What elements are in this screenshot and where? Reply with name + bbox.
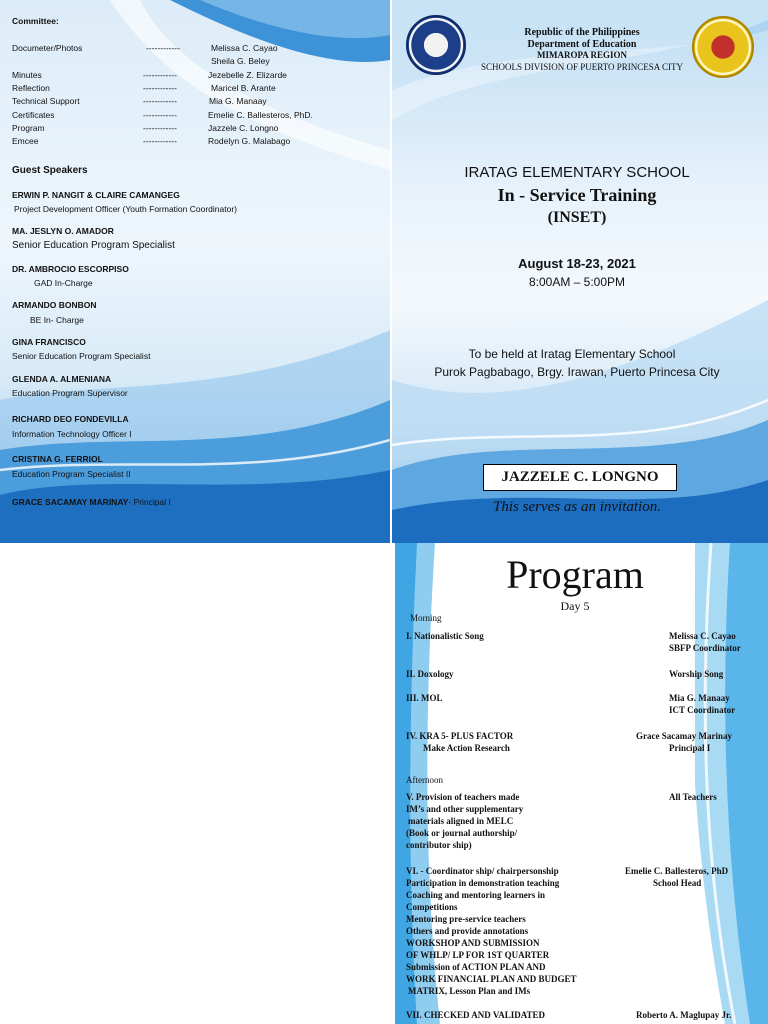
- program-item: VII. CHECKED AND VALIDATED: [406, 1010, 546, 1020]
- venue-line-2: Purok Pagbabago, Brgy. Irawan, Puerto Princesa City: [434, 365, 720, 379]
- program-item: Submission of ACTION PLAN AND: [406, 962, 546, 972]
- speaker-name: GINA FRANCISCO: [12, 337, 86, 347]
- event-date: August 18-23, 2021: [518, 256, 636, 271]
- invitee-name: JAZZELE C. LONGNO: [483, 464, 677, 491]
- morning-label: Morning: [410, 613, 442, 623]
- program-person: Roberto A. Maglupay Jr.: [636, 1010, 732, 1020]
- committee-role: Minutes: [12, 70, 42, 80]
- program-item: III. MOL: [406, 693, 443, 703]
- guest-speakers-heading: Guest Speakers: [12, 165, 88, 176]
- committee-role: Emcee: [12, 136, 39, 146]
- program-person: All Teachers: [669, 792, 717, 802]
- speaker-title: Information Technology Officer I: [12, 429, 132, 439]
- program-item: Mentoring pre-service teachers: [406, 914, 526, 924]
- header-division: SCHOOLS DIVISION OF PUERTO PRINCESA CITY: [480, 62, 684, 72]
- program-person: Mia G. Manaay: [669, 693, 730, 703]
- committee-role: Documeter/Photos: [12, 43, 83, 53]
- committee-name: Rodelyn G. Malabago: [208, 136, 291, 146]
- committee-name: Maricel B. Arante: [211, 83, 276, 93]
- committee-name: Sheila G. Beley: [211, 56, 270, 66]
- program-item: VI. - Coordinator ship/ chairpersonship: [406, 866, 559, 876]
- committee-role: Technical Support: [12, 96, 80, 106]
- program-person: Worship Song: [669, 669, 724, 679]
- committee-name: Melissa C. Cayao: [211, 43, 278, 53]
- program-item: materials aligned in MELC: [408, 816, 514, 826]
- program-item: V. Provision of teachers made: [406, 792, 520, 802]
- header-region: MIMAROPA REGION: [536, 50, 628, 60]
- program-person: Melissa C. Cayao: [669, 631, 736, 641]
- program-role: Principal I: [669, 743, 711, 753]
- speaker-name: DR. AMBROCIO ESCORPISO: [12, 264, 129, 274]
- program-item: (Book or journal authorship/: [406, 828, 518, 838]
- program-item: contributor ship): [406, 840, 472, 850]
- speaker-name: CRISTINA G. FERRIOL: [12, 454, 103, 464]
- cover-panel: [392, 0, 768, 543]
- program-item: Others and provide annotations: [406, 926, 529, 936]
- event-acronym: (INSET): [547, 209, 607, 226]
- committee-heading: Committee:: [12, 16, 59, 26]
- program-item: Coaching and mentoring learners in: [406, 890, 546, 900]
- speaker-title: Senior Education Program Specialist: [12, 240, 175, 251]
- committee-dash: ------------: [143, 136, 177, 146]
- committee-dash: ------------: [143, 83, 177, 93]
- speaker-name: GLENDA A. ALMENIANA: [12, 374, 112, 384]
- committee-dash: ------------: [143, 110, 177, 120]
- speaker-title: Education Program Specialist II: [12, 469, 131, 479]
- program-item: Competitions: [406, 902, 458, 912]
- program-item: IM’s and other supplementary: [406, 804, 524, 814]
- committee-name: Mia G. Manaay: [209, 96, 267, 106]
- program-role: SBFP Coordinator: [669, 643, 741, 653]
- speaker-title: Education Program Supervisor: [12, 388, 128, 398]
- program-role: School Head: [653, 878, 702, 888]
- program-person: Emelie C. Ballesteros, PhD: [625, 866, 729, 876]
- afternoon-label: Afternoon: [406, 775, 443, 785]
- program-day: Day 5: [560, 599, 590, 613]
- header-deped: Department of Education: [527, 39, 637, 50]
- committee-name: Emelie C. Ballesteros, PhD.: [208, 110, 313, 120]
- speaker-name: MA. JESLYN O. AMADOR: [12, 226, 114, 236]
- committee-panel: [0, 0, 390, 543]
- program-item: OF WHLP/ LP FOR 1ST QUARTER: [406, 950, 550, 960]
- program-person: Grace Sacamay Marinay: [636, 731, 732, 741]
- wave-background: [392, 0, 768, 543]
- committee-dash: ------------: [143, 70, 177, 80]
- committee-dash: ------------: [143, 96, 177, 106]
- committee-dash: ------------: [146, 43, 180, 53]
- event-time: 8:00AM – 5:00PM: [528, 275, 626, 289]
- invitation-note: This serves as an invitation.: [493, 499, 661, 515]
- committee-name: Jezebelle Z. Elizarde: [208, 70, 287, 80]
- venue-line-1: To be held at Iratag Elementary School: [468, 347, 676, 361]
- deped-seal-icon: [406, 15, 466, 75]
- speaker-name: RICHARD DEO FONDEVILLA: [12, 414, 129, 424]
- committee-name: Jazzele C. Longno: [208, 123, 279, 133]
- program-title: Program: [506, 552, 644, 597]
- program-item: IV. KRA 5- PLUS FACTOR: [406, 731, 514, 741]
- committee-role: Program: [12, 123, 45, 133]
- committee-role: Certificates: [12, 110, 55, 120]
- event-title: In - Service Training: [497, 185, 657, 205]
- program-item: WORKSHOP AND SUBMISSION: [406, 938, 540, 948]
- program-item: I. Nationalistic Song: [406, 631, 484, 641]
- program-role: ICT Coordinator: [669, 705, 736, 715]
- header-republic: Republic of the Philippines: [524, 27, 640, 38]
- program-item: Make Action Research: [423, 743, 510, 753]
- program-item: WORK FINANCIAL PLAN AND BUDGET: [406, 974, 577, 984]
- speaker-name: ARMANDO BONBON: [12, 300, 97, 310]
- program-item: MATRIX, Lesson Plan and IMs: [408, 986, 531, 996]
- program-item: Participation in demonstration teaching: [406, 878, 560, 888]
- speaker-name: ERWIN P. NANGIT & CLAIRE CAMANGEG: [12, 190, 180, 200]
- speaker-line: [12, 497, 171, 507]
- committee-role: Reflection: [12, 83, 50, 93]
- speaker-title: BE In- Charge: [30, 315, 84, 325]
- speaker-title: Senior Education Program Specialist: [12, 351, 151, 361]
- speaker-title: Project Development Officer (Youth Formation Coordinator): [14, 204, 237, 214]
- speaker-title: GAD In-Charge: [34, 278, 93, 288]
- speaker-title: - Principal I: [128, 497, 171, 507]
- committee-dash: ------------: [143, 123, 177, 133]
- program-item: II. Doxology: [406, 669, 454, 679]
- school-name: IRATAG ELEMENTARY SCHOOL: [464, 164, 690, 181]
- speaker-name: GRACE SACAMAY MARINAY: [12, 497, 129, 507]
